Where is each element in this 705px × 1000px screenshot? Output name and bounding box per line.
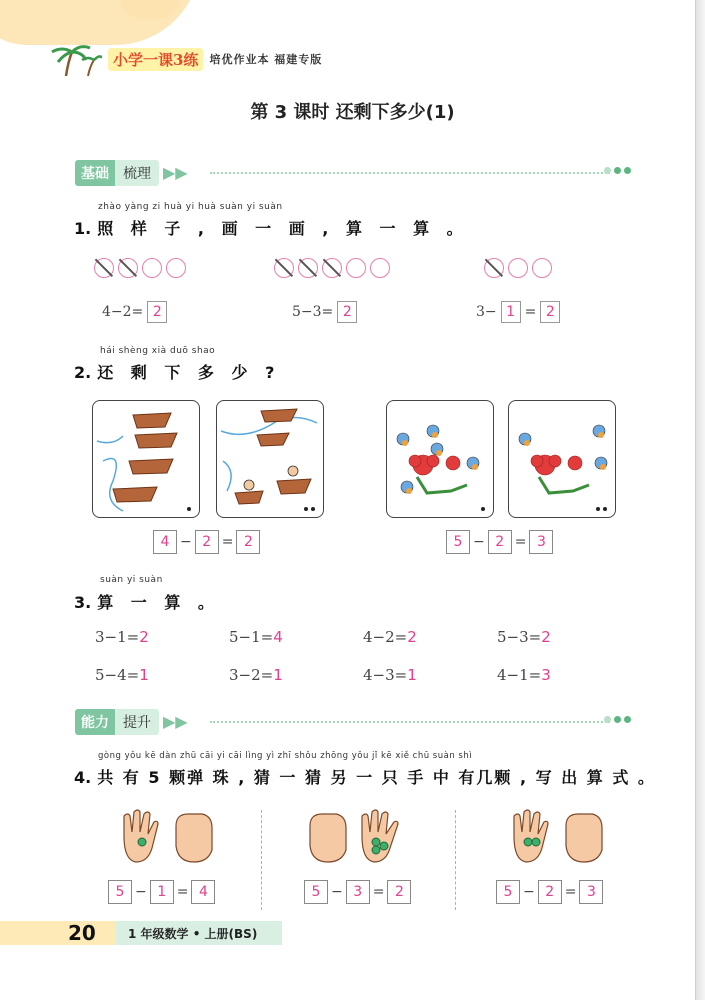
q4-prompt <box>74 765 656 788</box>
brand-name: 小学一课3练 <box>108 48 203 71</box>
q3-item-2: 5−1=4 <box>229 628 283 646</box>
circle <box>508 258 528 278</box>
answer-box[interactable]: 5 <box>304 880 328 904</box>
answer-box[interactable]: 2 <box>538 880 562 904</box>
divider-2 <box>455 810 456 910</box>
answer-box[interactable]: 2 <box>488 530 512 554</box>
q4-number: 4. <box>74 768 92 787</box>
section-advanced-main: 能力 <box>75 709 115 735</box>
minus-sign: − <box>473 534 485 550</box>
answer-box[interactable]: 2 <box>236 530 260 554</box>
q1-number: 1. <box>74 219 92 238</box>
double-arrow-icon: ▶▶ <box>163 163 188 182</box>
answer-box[interactable]: 2 <box>337 301 357 323</box>
answer-box[interactable]: 2 <box>147 301 167 323</box>
circle-crossed <box>484 258 504 278</box>
bees-flowers-illustration-after <box>509 401 616 518</box>
circle <box>166 258 186 278</box>
q3-pinyin: suàn yi suàn <box>100 575 163 585</box>
answer[interactable]: 3 <box>541 666 551 684</box>
q3-item-8: 4−1=3 <box>497 666 551 684</box>
circle <box>346 258 366 278</box>
circle-crossed <box>118 258 138 278</box>
palm-tree-icon <box>50 42 102 76</box>
expression: 3− <box>476 304 497 320</box>
q2-pinyin: hái shèng xià duō shao <box>100 346 216 356</box>
answer[interactable]: 2 <box>139 628 149 646</box>
answer-box[interactable]: 5 <box>108 880 132 904</box>
answer-box[interactable]: 2 <box>540 301 560 323</box>
boats-picture-before <box>92 400 200 518</box>
equals-sign: = <box>514 534 527 550</box>
q3-text: 算 一 算 。 <box>97 593 220 612</box>
section-basic-main: 基础 <box>75 160 115 186</box>
equals-sign: = <box>176 884 189 900</box>
hands-group-3 <box>508 806 608 866</box>
answer-box[interactable]: 4 <box>153 530 177 554</box>
answer[interactable]: 4 <box>273 628 283 646</box>
boats-illustration <box>93 401 200 518</box>
answer-box[interactable]: 3 <box>346 880 370 904</box>
minus-sign: − <box>180 534 192 550</box>
section-advanced-sub: 提升 <box>115 709 159 735</box>
divider-1 <box>261 810 262 910</box>
q4-equation-2 <box>304 880 411 904</box>
answer-box[interactable]: 5 <box>446 530 470 554</box>
q3-item-5: 5−4=1 <box>95 666 149 684</box>
answer[interactable]: 1 <box>407 666 417 684</box>
q4-equation-1 <box>108 880 215 904</box>
answer-box[interactable]: 3 <box>529 530 553 554</box>
expression: 5−3= <box>292 304 334 320</box>
q1-pinyin: zhào yàng zi huà yi huà suàn yi suàn <box>98 202 283 212</box>
q1-prompt <box>74 216 469 239</box>
answer-box[interactable]: 1 <box>150 880 174 904</box>
q1-circles-2 <box>274 258 390 278</box>
circle-crossed <box>274 258 294 278</box>
hands-group-2 <box>306 806 410 866</box>
q3-number: 3. <box>74 593 92 612</box>
lesson-title: 第 3 课时 还剩下多少(1) <box>250 102 455 123</box>
picture-dots <box>187 507 191 511</box>
answer-box[interactable]: 2 <box>387 880 411 904</box>
q1-circles-1 <box>94 258 186 278</box>
answer-box[interactable]: 1 <box>501 301 521 323</box>
circle <box>370 258 390 278</box>
q3-item-3: 4−2=2 <box>363 628 417 646</box>
q4-text: 共 有 5 颗弹 珠 , 猜 一 猜 另 一 只 手 中 有几颗 , 写 出 算 式 。 <box>97 768 656 787</box>
equals-sign: = <box>564 884 577 900</box>
answer[interactable]: 1 <box>139 666 149 684</box>
minus-sign: − <box>135 884 147 900</box>
answer[interactable]: 2 <box>407 628 417 646</box>
bees-picture-after <box>508 400 616 518</box>
answer-box[interactable]: 2 <box>195 530 219 554</box>
q2-number: 2. <box>74 363 92 382</box>
section-advanced <box>75 709 188 735</box>
equals-sign: = <box>524 304 537 320</box>
hands-group-1 <box>118 806 218 866</box>
answer-box[interactable]: 4 <box>191 880 215 904</box>
minus-sign: − <box>523 884 535 900</box>
footer-book-title: 1 年级数学 • 上册(BS) <box>116 921 282 945</box>
circle-crossed <box>298 258 318 278</box>
q1-equation-3 <box>476 301 560 323</box>
header-brand <box>50 42 322 76</box>
q1-equation-1 <box>102 301 167 323</box>
q4-pinyin: gòng yǒu kē dàn zhū cāi yi cāi lìng yì zhī shǒu zhōng yǒu jǐ kē xiě chū suàn shì <box>98 751 473 761</box>
q1-circles-3 <box>484 258 552 278</box>
minus-sign: − <box>331 884 343 900</box>
q2-text: 还 剩 下 多 少 ? <box>97 363 281 382</box>
q3-item-6: 3−2=1 <box>229 666 283 684</box>
circle-crossed <box>94 258 114 278</box>
boats-picture-after <box>216 400 324 518</box>
boats-illustration-after <box>217 401 324 518</box>
q3-item-1: 3−1=2 <box>95 628 149 646</box>
double-arrow-icon: ▶▶ <box>163 712 188 731</box>
bees-picture-before <box>386 400 494 518</box>
q2-equation-2 <box>446 530 553 554</box>
page-edge <box>695 0 705 1000</box>
q2-equation-1 <box>153 530 260 554</box>
circle <box>142 258 162 278</box>
expression: 4−2= <box>102 304 144 320</box>
picture-dots <box>596 507 607 511</box>
q4-equation-3 <box>496 880 603 904</box>
q1-equation-2 <box>292 301 357 323</box>
answer[interactable]: 1 <box>273 666 283 684</box>
answer-box[interactable]: 5 <box>496 880 520 904</box>
q3-prompt <box>74 590 220 613</box>
brand-subtitle: 培优作业本 福建专版 <box>209 53 323 66</box>
page-number: 20 <box>68 921 96 945</box>
section-basic-sub: 梳理 <box>115 160 159 186</box>
q3-item-4: 5−3=2 <box>497 628 551 646</box>
answer[interactable]: 2 <box>541 628 551 646</box>
circle <box>532 258 552 278</box>
equals-sign: = <box>221 534 234 550</box>
q2-prompt <box>74 360 280 383</box>
equals-sign: = <box>372 884 385 900</box>
bees-flowers-illustration <box>387 401 494 518</box>
picture-dots <box>304 507 315 511</box>
q3-item-7: 4−3=1 <box>363 666 417 684</box>
q1-text: 照 样 子 , 画 一 画 , 算 一 算 。 <box>97 219 469 238</box>
answer-box[interactable]: 3 <box>579 880 603 904</box>
circle-crossed <box>322 258 342 278</box>
picture-dots <box>481 507 485 511</box>
